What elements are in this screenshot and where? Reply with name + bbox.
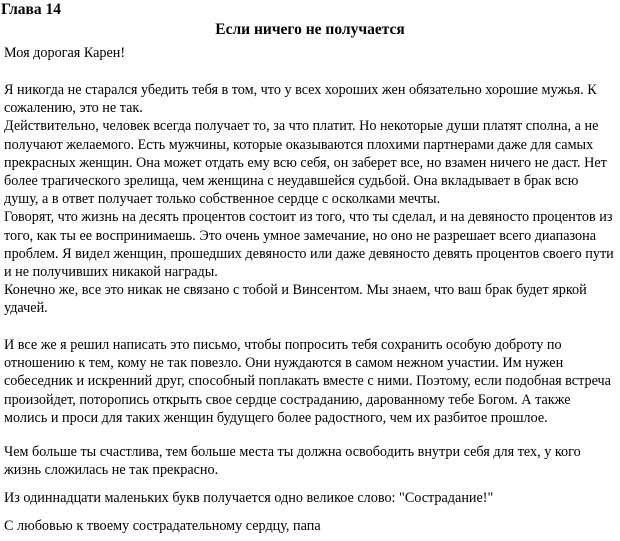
letter-greeting: Моя дорогая Карен! xyxy=(4,45,126,61)
letter-paragraph: И все же я решил написать это письмо, чтобы попросить тебя сохранить особую доброту по отношению к тем, кому не так повезло. Они нуждаются в самом нежном участии. Им нужен собеседник и искренний друг, способный поплакать вместе с ними. Поэтому, если подобная встреча произойдет, потoропись открыть свое сердце состраданию, дарованному тебе Богом. А также молись и проси для таких женщин будущего более радостного, чем их разбитое прошлое. xyxy=(4,337,611,426)
letter-paragraph: Из одиннадцати маленьких букв получается одно великое слово: "Сострадание!" xyxy=(4,490,494,506)
paragraph-text: Я никогда не старался убедить тебя в том, что у всех хороших жен обязательно хорошие мужья. К сожалению, это не так. Действительно, человек всегда получает то, за что платит. Но некоторые души платят сполна, а не получают желаемого. Есть мужчины, которые оказываются плохими партнерами даже для самых прекрасных женщин. Она может отдать ему всю себя, он заберет все, но взамен ничего не даст. Нет более трагического зрелища, чем женщина с неудавшейся судьбой. Она вкладывает в брак всю душу, а в ответ получает только собственное сердце с осколками мечты. Говорят, что жизнь на десять процентов состоит из того, что ты сделал, и на девяносто процентов из того, как ты ее воспринимаешь. Это очень умное замечание, но оно не разрешает всего диапазона проблем. Я видел женщин, прошедших девяносто или даже девяносто девять процентов своего пути и не получивших никакой награды. xyxy=(4,82,614,281)
letter-paragraph: Чем больше ты счастлива, тем больше места ты должна освободить внутри себя для тех, у кого жизнь сложилась не так прекрасно. xyxy=(4,444,581,479)
chapter-heading: Глава 14 xyxy=(1,1,62,18)
letter-closing: С любовью к твоему сострадательному сердцу, папа xyxy=(4,518,321,534)
letter-paragraph xyxy=(4,81,616,281)
chapter-title: Если ничего не получается xyxy=(215,21,405,38)
letter-paragraph: Конечно же, все это никак не связано с тобой и Винсентом. Мы знаем, что ваш брак будет яркой удачей. xyxy=(4,282,587,317)
